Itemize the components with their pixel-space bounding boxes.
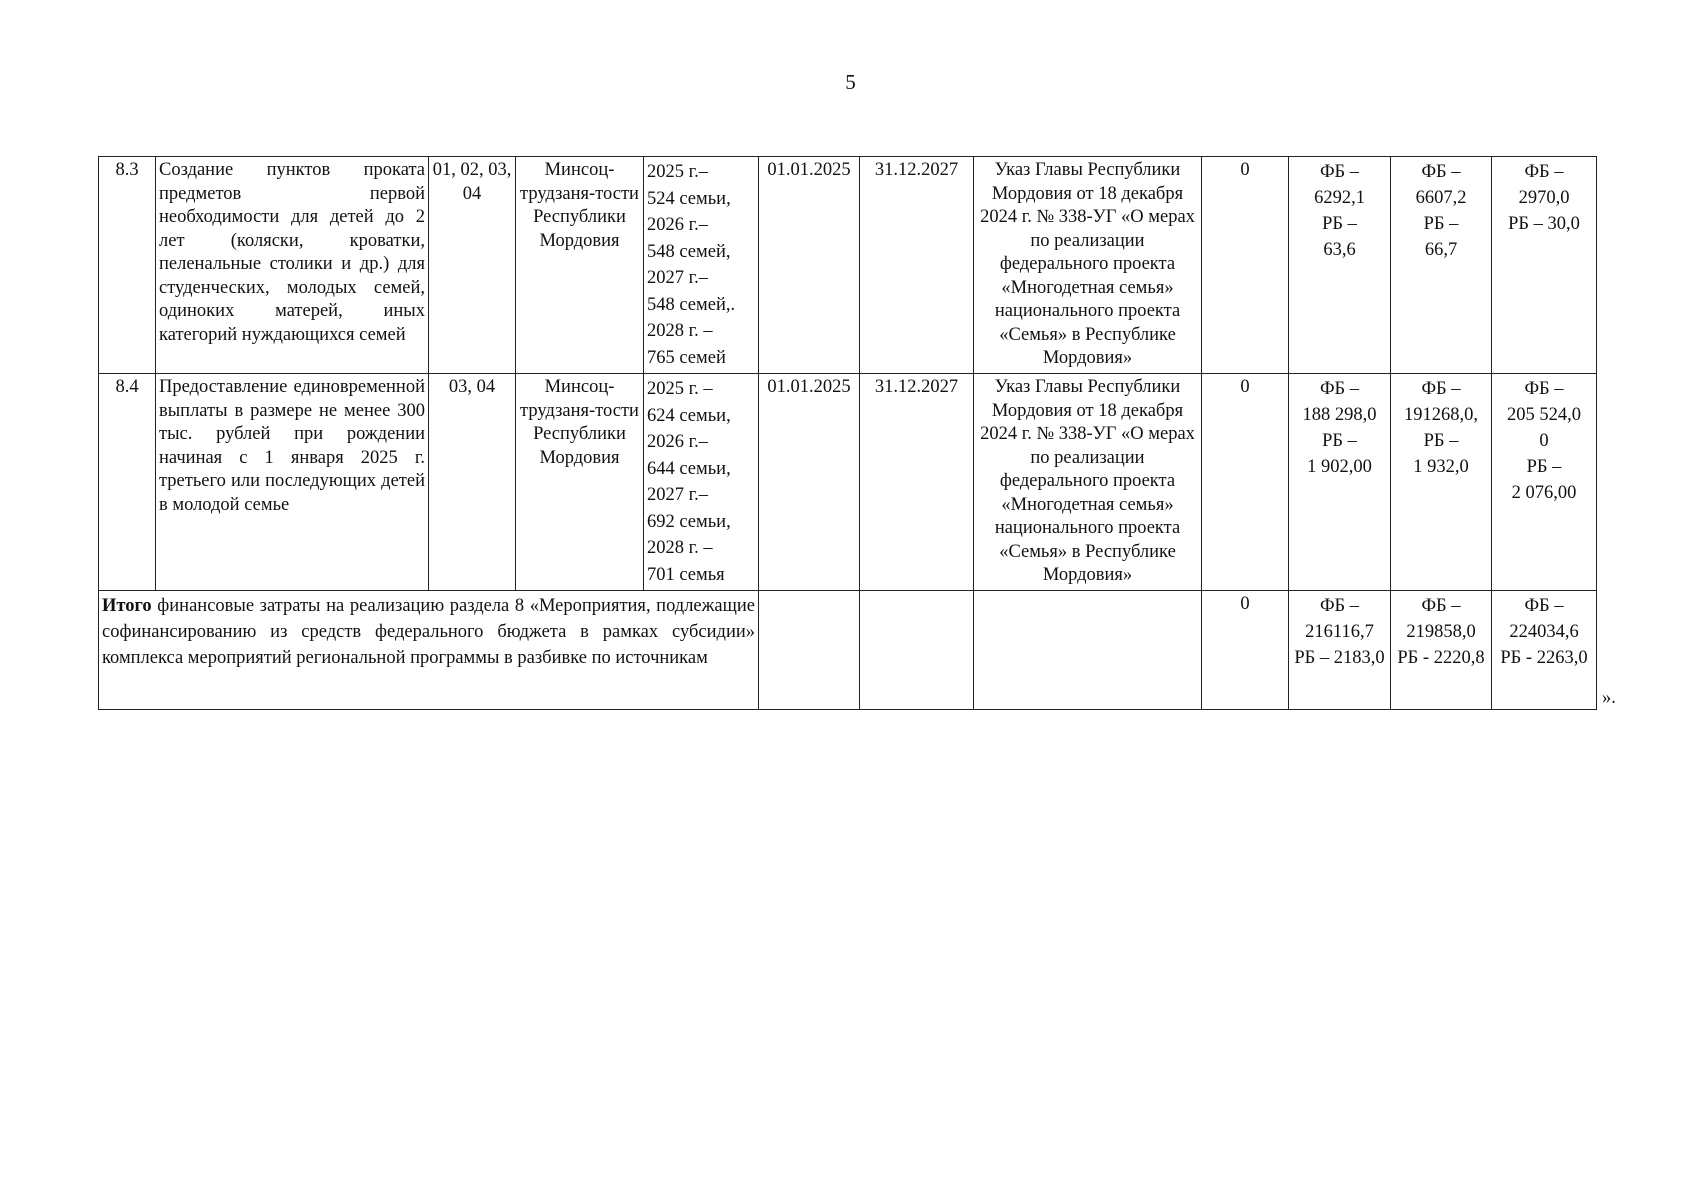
total-funding-year-1: [1289, 591, 1391, 710]
funding-line: 0: [1539, 431, 1549, 451]
end-date: 31.12.2027: [860, 157, 974, 374]
funding-line: 1 902,00: [1307, 457, 1372, 477]
task-codes: 03, 04: [429, 374, 516, 591]
row-number: 8.4: [99, 374, 156, 591]
indicator-line: 624 семьи,: [647, 405, 731, 426]
funding-year-1: [1289, 374, 1391, 591]
zero-value: 0: [1202, 157, 1289, 374]
funding-line: ФБ –: [1421, 596, 1461, 616]
end-date: 31.12.2027: [860, 374, 974, 591]
empty-cell: [974, 591, 1202, 710]
zero-value: 0: [1202, 374, 1289, 591]
funding-line: РБ –: [1322, 214, 1357, 234]
measure-name: Предоставление единовременной выплаты в размере не менее 300 тыс. рублей при рождении начиная с 1 января 2025 г. третьего или последующих детей в молодой семье: [156, 374, 429, 591]
funding-line: 205 524,0: [1507, 405, 1581, 425]
funding-line: ФБ –: [1524, 379, 1564, 399]
indicator-line: 548 семей,: [647, 241, 731, 262]
table-row: [99, 157, 1597, 374]
funding-line: РБ - 2263,0: [1500, 648, 1588, 668]
indicator-line: 2026 г.–: [647, 432, 709, 452]
funding-line: РБ - 2220,8: [1397, 648, 1485, 668]
funding-line: ФБ –: [1319, 379, 1360, 399]
total-description: [99, 591, 759, 710]
legal-basis: Указ Главы Республики Мордовия от 18 декабря 2024 г. № 338-УГ «О мерах по реализации федерального проекта «Многодетная семья» национального проекта «Семья» в Республике Мордовия»: [974, 374, 1202, 591]
indicator-line: 644 семьи,: [647, 458, 731, 479]
measures-table: [98, 156, 1597, 710]
funding-line: 188 298,0: [1302, 405, 1377, 425]
total-label: Итого: [102, 596, 152, 616]
funding-year-3: [1492, 157, 1597, 374]
funding-line: 1 932,0: [1413, 457, 1469, 477]
executor: Минсоц-трудзаня-тости Республики Мордовия: [516, 157, 644, 374]
page-number: 5: [845, 70, 856, 94]
funding-line: 63,6: [1323, 240, 1356, 260]
funding-line: ФБ –: [1524, 596, 1564, 616]
funding-year-2: [1391, 374, 1492, 591]
funding-year-1: [1289, 157, 1391, 374]
indicator-line: 2027 г.–: [647, 268, 709, 288]
executor: Минсоц-трудзаня-тости Республики Мордовия: [516, 374, 644, 591]
funding-line: РБ –: [1526, 457, 1562, 477]
closing-quote: ».: [1602, 688, 1616, 708]
total-row: [99, 591, 1597, 710]
indicator-line: 692 семьи,: [647, 511, 731, 532]
funding-year-2: [1391, 157, 1492, 374]
table-row: [99, 374, 1597, 591]
indicator-line: 765 семей: [647, 347, 726, 368]
funding-line: РБ – 2183,0: [1294, 648, 1385, 668]
indicator-line: 2027 г.–: [647, 485, 709, 505]
funding-line: ФБ –: [1421, 379, 1461, 399]
total-text: финансовые затраты на реализацию раздела 8 «Мероприятия, подлежащие софинансированию из средств федерального бюджета в рамках субсидии» комплекса мероприятий региональной программы в разбивке по источникам: [102, 596, 755, 668]
indicator-line: 701 семья: [647, 564, 725, 585]
empty-cell: [759, 591, 860, 710]
indicator-line: 524 семьи,: [647, 188, 731, 209]
funding-line: РБ – 30,0: [1508, 214, 1580, 234]
funding-year-3: [1492, 374, 1597, 591]
funding-line: РБ –: [1322, 431, 1357, 451]
measure-name: Создание пунктов проката предметов первой необходимости для детей до 2 лет (коляски, кроватки, пеленальные столики и др.) для студенческих, молодых семей, одиноких матерей, иных категорий нуждающихся семей: [156, 157, 429, 374]
row-number: 8.3: [99, 157, 156, 374]
funding-line: ФБ –: [1421, 162, 1461, 182]
funding-line: ФБ –: [1524, 162, 1564, 182]
indicator-line: 548 семей,.: [647, 294, 736, 315]
funding-line: 216116,7: [1305, 622, 1374, 642]
legal-basis: Указ Главы Республики Мордовия от 18 декабря 2024 г. № 338-УГ «О мерах по реализации федерального проекта «Многодетная семья» национального проекта «Семья» в Республике Мордовия»: [974, 157, 1202, 374]
empty-cell: [860, 591, 974, 710]
funding-line: РБ –: [1423, 214, 1459, 234]
funding-line: ФБ –: [1319, 596, 1360, 616]
indicator-line: 2025 г.–: [647, 162, 709, 182]
indicator-line: 2026 г.–: [647, 215, 709, 235]
funding-line: 219858,0: [1406, 622, 1476, 642]
total-funding-year-3: [1492, 591, 1597, 710]
funding-line: 2 076,00: [1511, 483, 1577, 503]
funding-line: ФБ –: [1319, 162, 1360, 182]
indicator-values: [644, 374, 759, 591]
indicator-line: 2028 г. –: [647, 321, 713, 341]
start-date: 01.01.2025: [759, 374, 860, 591]
indicator-line: 2028 г. –: [647, 538, 713, 558]
indicator-values: [644, 157, 759, 374]
funding-line: 2970,0: [1518, 188, 1570, 208]
funding-line: 224034,6: [1509, 622, 1579, 642]
zero-value: 0: [1202, 591, 1289, 710]
funding-line: 6607,2: [1415, 188, 1467, 208]
start-date: 01.01.2025: [759, 157, 860, 374]
total-funding-year-2: [1391, 591, 1492, 710]
funding-line: 191268,0,: [1404, 405, 1478, 425]
indicator-line: 2025 г. –: [647, 379, 713, 399]
funding-line: 6292,1: [1314, 188, 1365, 208]
funding-line: 66,7: [1424, 240, 1458, 260]
task-codes: 01, 02, 03, 04: [429, 157, 516, 374]
funding-line: РБ –: [1423, 431, 1459, 451]
